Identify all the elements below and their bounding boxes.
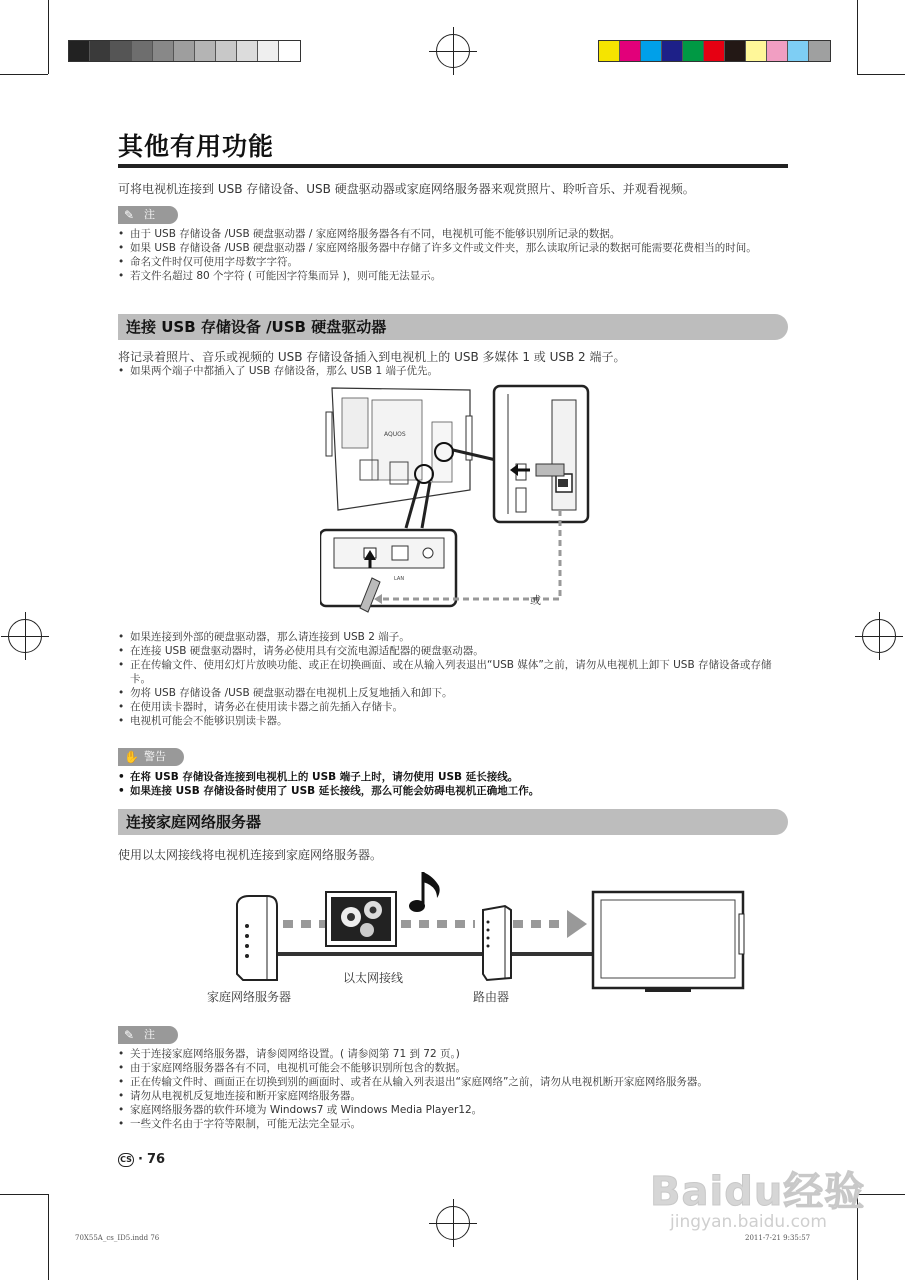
tv-brand-label: AQUOS: [384, 431, 406, 438]
list-item: • 如果 USB 存储设备 /USB 硬盘驱动器 / 家庭网络服务器中存储了许多文件或文件夹，那么读取所记录的数据可能需要花费相当的时间。: [118, 241, 790, 255]
color-swatch: [746, 41, 767, 61]
color-bar-process: [598, 40, 831, 62]
crop-mark: [48, 0, 49, 74]
usb-connection-diagram: [320, 382, 600, 614]
color-swatch: [809, 41, 830, 61]
ethernet-cable-label: 以太网接线: [343, 971, 404, 985]
footer-timestamp: 2011-7-21 9:35:57: [745, 1234, 811, 1242]
list-item: • 在使用读卡器时，请务必在使用读卡器之前先插入存储卡。: [118, 700, 790, 714]
watermark-url: jingyan.baidu.com: [670, 1212, 827, 1232]
list-item: • 若文件名超过 80 个字符 ( 可能因字符集而异 )，则可能无法显示。: [118, 269, 790, 283]
section-network-intro: 使用以太网接线将电视机连接到家庭网络服务器。: [118, 848, 383, 862]
language-badge: CS: [118, 1153, 134, 1167]
router-label: 路由器: [473, 990, 510, 1004]
color-swatch: [111, 41, 132, 61]
or-label: 或: [530, 594, 541, 607]
network-notes-list: [118, 1047, 790, 1131]
color-swatch: [641, 41, 662, 61]
color-swatch: [258, 41, 279, 61]
list-item: • 正在传输文件、使用幻灯片放映功能、或正在切换画面、或在从输入列表退出“USB 媒体”之前，请勿从电视机上卸下 USB 存储设备或存储卡。: [118, 658, 790, 686]
color-swatch: [279, 41, 300, 61]
hand-stop-icon: ✋: [124, 750, 139, 764]
list-item: • 由于 USB 存储设备 /USB 硬盘驱动器 / 家庭网络服务器各有不同，电视机可能不能够识别所记录的数据。: [118, 227, 790, 241]
section-header-home-network: 连接家庭网络服务器: [118, 809, 788, 835]
section-usb-intro: 将记录着照片、音乐或视频的 USB 存储设备插入到电视机上的 USB 多媒体 1 或 USB 2 端子。: [118, 350, 626, 364]
color-swatch: [90, 41, 111, 61]
list-item: • 命名文件时仅可使用字母数字字符。: [118, 255, 790, 269]
home-network-diagram: [205, 862, 750, 1010]
intro-text: 可将电视机连接到 USB 存储设备、USB 硬盘驱动器或家庭网络服务器来观赏照片、聆听音乐、并观看视频。: [118, 182, 695, 196]
tv-icon: [593, 892, 744, 992]
crop-mark: [0, 74, 48, 75]
warning-badge: [118, 748, 184, 766]
list-item: • 请勿从电视机反复地连接和断开家庭网络服务器。: [118, 1089, 790, 1103]
registration-mark-icon: [436, 34, 470, 68]
registration-mark-icon: [8, 619, 42, 653]
color-bar-grayscale: [68, 40, 301, 62]
crop-mark: [0, 1194, 48, 1195]
list-item: • 电视机可能会不能够识别读卡器。: [118, 714, 790, 728]
color-swatch: [153, 41, 174, 61]
music-note-icon: [409, 872, 440, 912]
note-label: 注: [144, 1028, 155, 1041]
section-header-usb: 连接 USB 存储设备 /USB 硬盘驱动器: [118, 314, 788, 340]
registration-mark-icon: [436, 1206, 470, 1240]
color-swatch: [237, 41, 258, 61]
color-swatch: [132, 41, 153, 61]
color-swatch: [788, 41, 809, 61]
list-item: • 在连接 USB 硬盘驱动器时，请务必使用具有交流电源适配器的硬盘驱动器。: [118, 644, 790, 658]
list-item: • 如果连接 USB 存储设备时使用了 USB 延长接线，那么可能会妨碍电视机正确地工作。: [118, 784, 790, 798]
list-item: • 如果连接到外部的硬盘驱动器，那么请连接到 USB 2 端子。: [118, 630, 790, 644]
color-swatch: [216, 41, 237, 61]
color-swatch: [620, 41, 641, 61]
usb-notes-list: [118, 630, 790, 728]
color-swatch: [767, 41, 788, 61]
note-badge: [118, 1026, 178, 1044]
baidu-watermark: [640, 1150, 870, 1245]
watermark-logo: Baidu经验: [650, 1169, 866, 1215]
title-rule: [118, 164, 788, 168]
crop-mark: [857, 0, 858, 74]
page-number-dot: ·: [138, 1152, 143, 1167]
crop-mark: [857, 74, 905, 75]
color-swatch: [174, 41, 195, 61]
color-swatch: [599, 41, 620, 61]
notes-list-1: [118, 227, 790, 283]
list-item: • 关于连接家庭网络服务器，请参阅网络设置。( 请参阅第 71 到 72 页。): [118, 1047, 790, 1061]
pencil-icon: ✎: [124, 1028, 135, 1042]
footer-filename: 70X55A_cs_ID5.indd 76: [75, 1234, 160, 1242]
color-swatch: [725, 41, 746, 61]
pencil-icon: ✎: [124, 208, 135, 222]
home-server-label: 家庭网络服务器: [207, 990, 292, 1004]
color-swatch: [683, 41, 704, 61]
page-title: 其他有用功能: [118, 132, 275, 161]
warning-list: [118, 770, 790, 798]
list-item: • 正在传输文件时、画面正在切换到别的画面时、或者在从输入列表退出“家庭网络”之前，请勿从电视机断开家庭网络服务器。: [118, 1075, 790, 1089]
registration-mark-icon: [862, 619, 896, 653]
lan-port-label: LAN: [394, 576, 405, 582]
warning-label: 警告: [144, 750, 166, 763]
page-number-value: 76: [146, 1152, 166, 1167]
note-label: 注: [144, 208, 155, 221]
list-item: • 一些文件名由于字符等限制，可能无法完全显示。: [118, 1117, 790, 1131]
router-icon: [483, 906, 511, 980]
color-swatch: [662, 41, 683, 61]
color-swatch: [195, 41, 216, 61]
usb-priority-list: [118, 364, 790, 378]
note-badge: [118, 206, 178, 224]
color-swatch: [704, 41, 725, 61]
list-item: • 在将 USB 存储设备连接到电视机上的 USB 端子上时，请勿使用 USB 延长接线。: [118, 770, 790, 784]
home-server-icon: [237, 896, 277, 980]
list-item: • 由于家庭网络服务器各有不同，电视机可能会不能够识别所包含的数据。: [118, 1061, 790, 1075]
crop-mark: [48, 1194, 49, 1280]
list-item: • 如果两个端子中都插入了 USB 存储设备，那么 USB 1 端子优先。: [118, 364, 790, 378]
color-swatch: [69, 41, 90, 61]
list-item: • 勿将 USB 存储设备 /USB 硬盘驱动器在电视机上反复地插入和卸下。: [118, 686, 790, 700]
page-number: [118, 1152, 165, 1167]
list-item: • 家庭网络服务器的软件环境为 Windows7 或 Windows Media Player12。: [118, 1103, 790, 1117]
